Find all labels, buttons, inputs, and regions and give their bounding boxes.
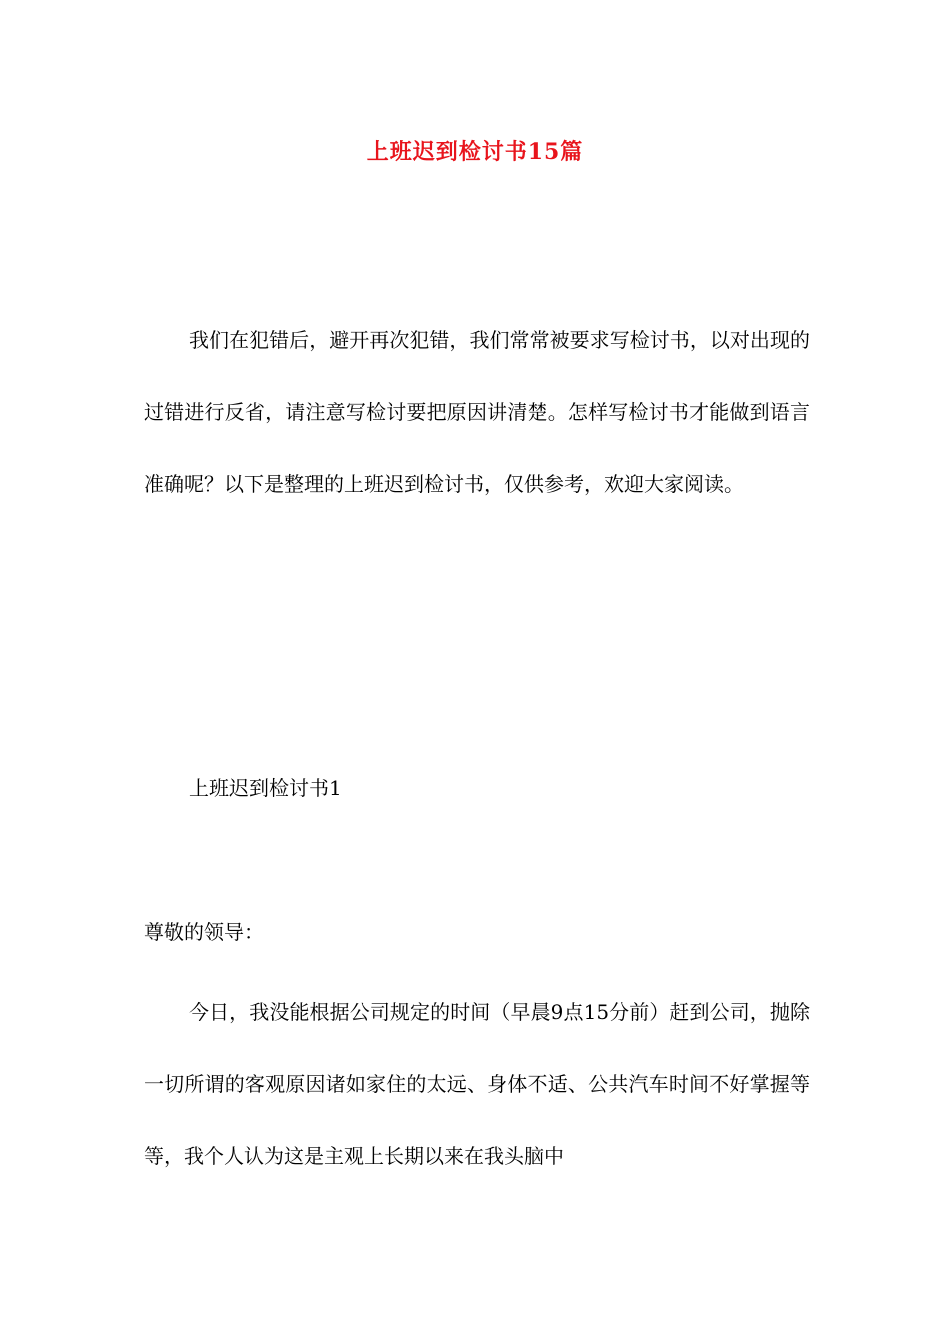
intro-paragraph: 我们在犯错后，避开再次犯错，我们常常被要求写检讨书，以对出现的过错进行反省，请注意写检讨要把原因讲清楚。怎样写检讨书才能做到语言准确呢？以下是整理的上班迟到检讨书，仅供参考，欢迎大家阅读。 (144, 328, 810, 496)
section-heading: 上班迟到检讨书1 (189, 776, 342, 800)
document-title: 上班迟到检讨书15篇 (366, 139, 584, 165)
salutation: 尊敬的领导： (144, 920, 264, 944)
body-paragraph: 今日，我没能根据公司规定的时间（早晨9点15分前）赶到公司，抛除一切所谓的客观原因诸如家住的太远、身体不适、公共汽车时间不好掌握等等，我个人认为这是主观上长期以来在我头脑中 (144, 1000, 810, 1168)
